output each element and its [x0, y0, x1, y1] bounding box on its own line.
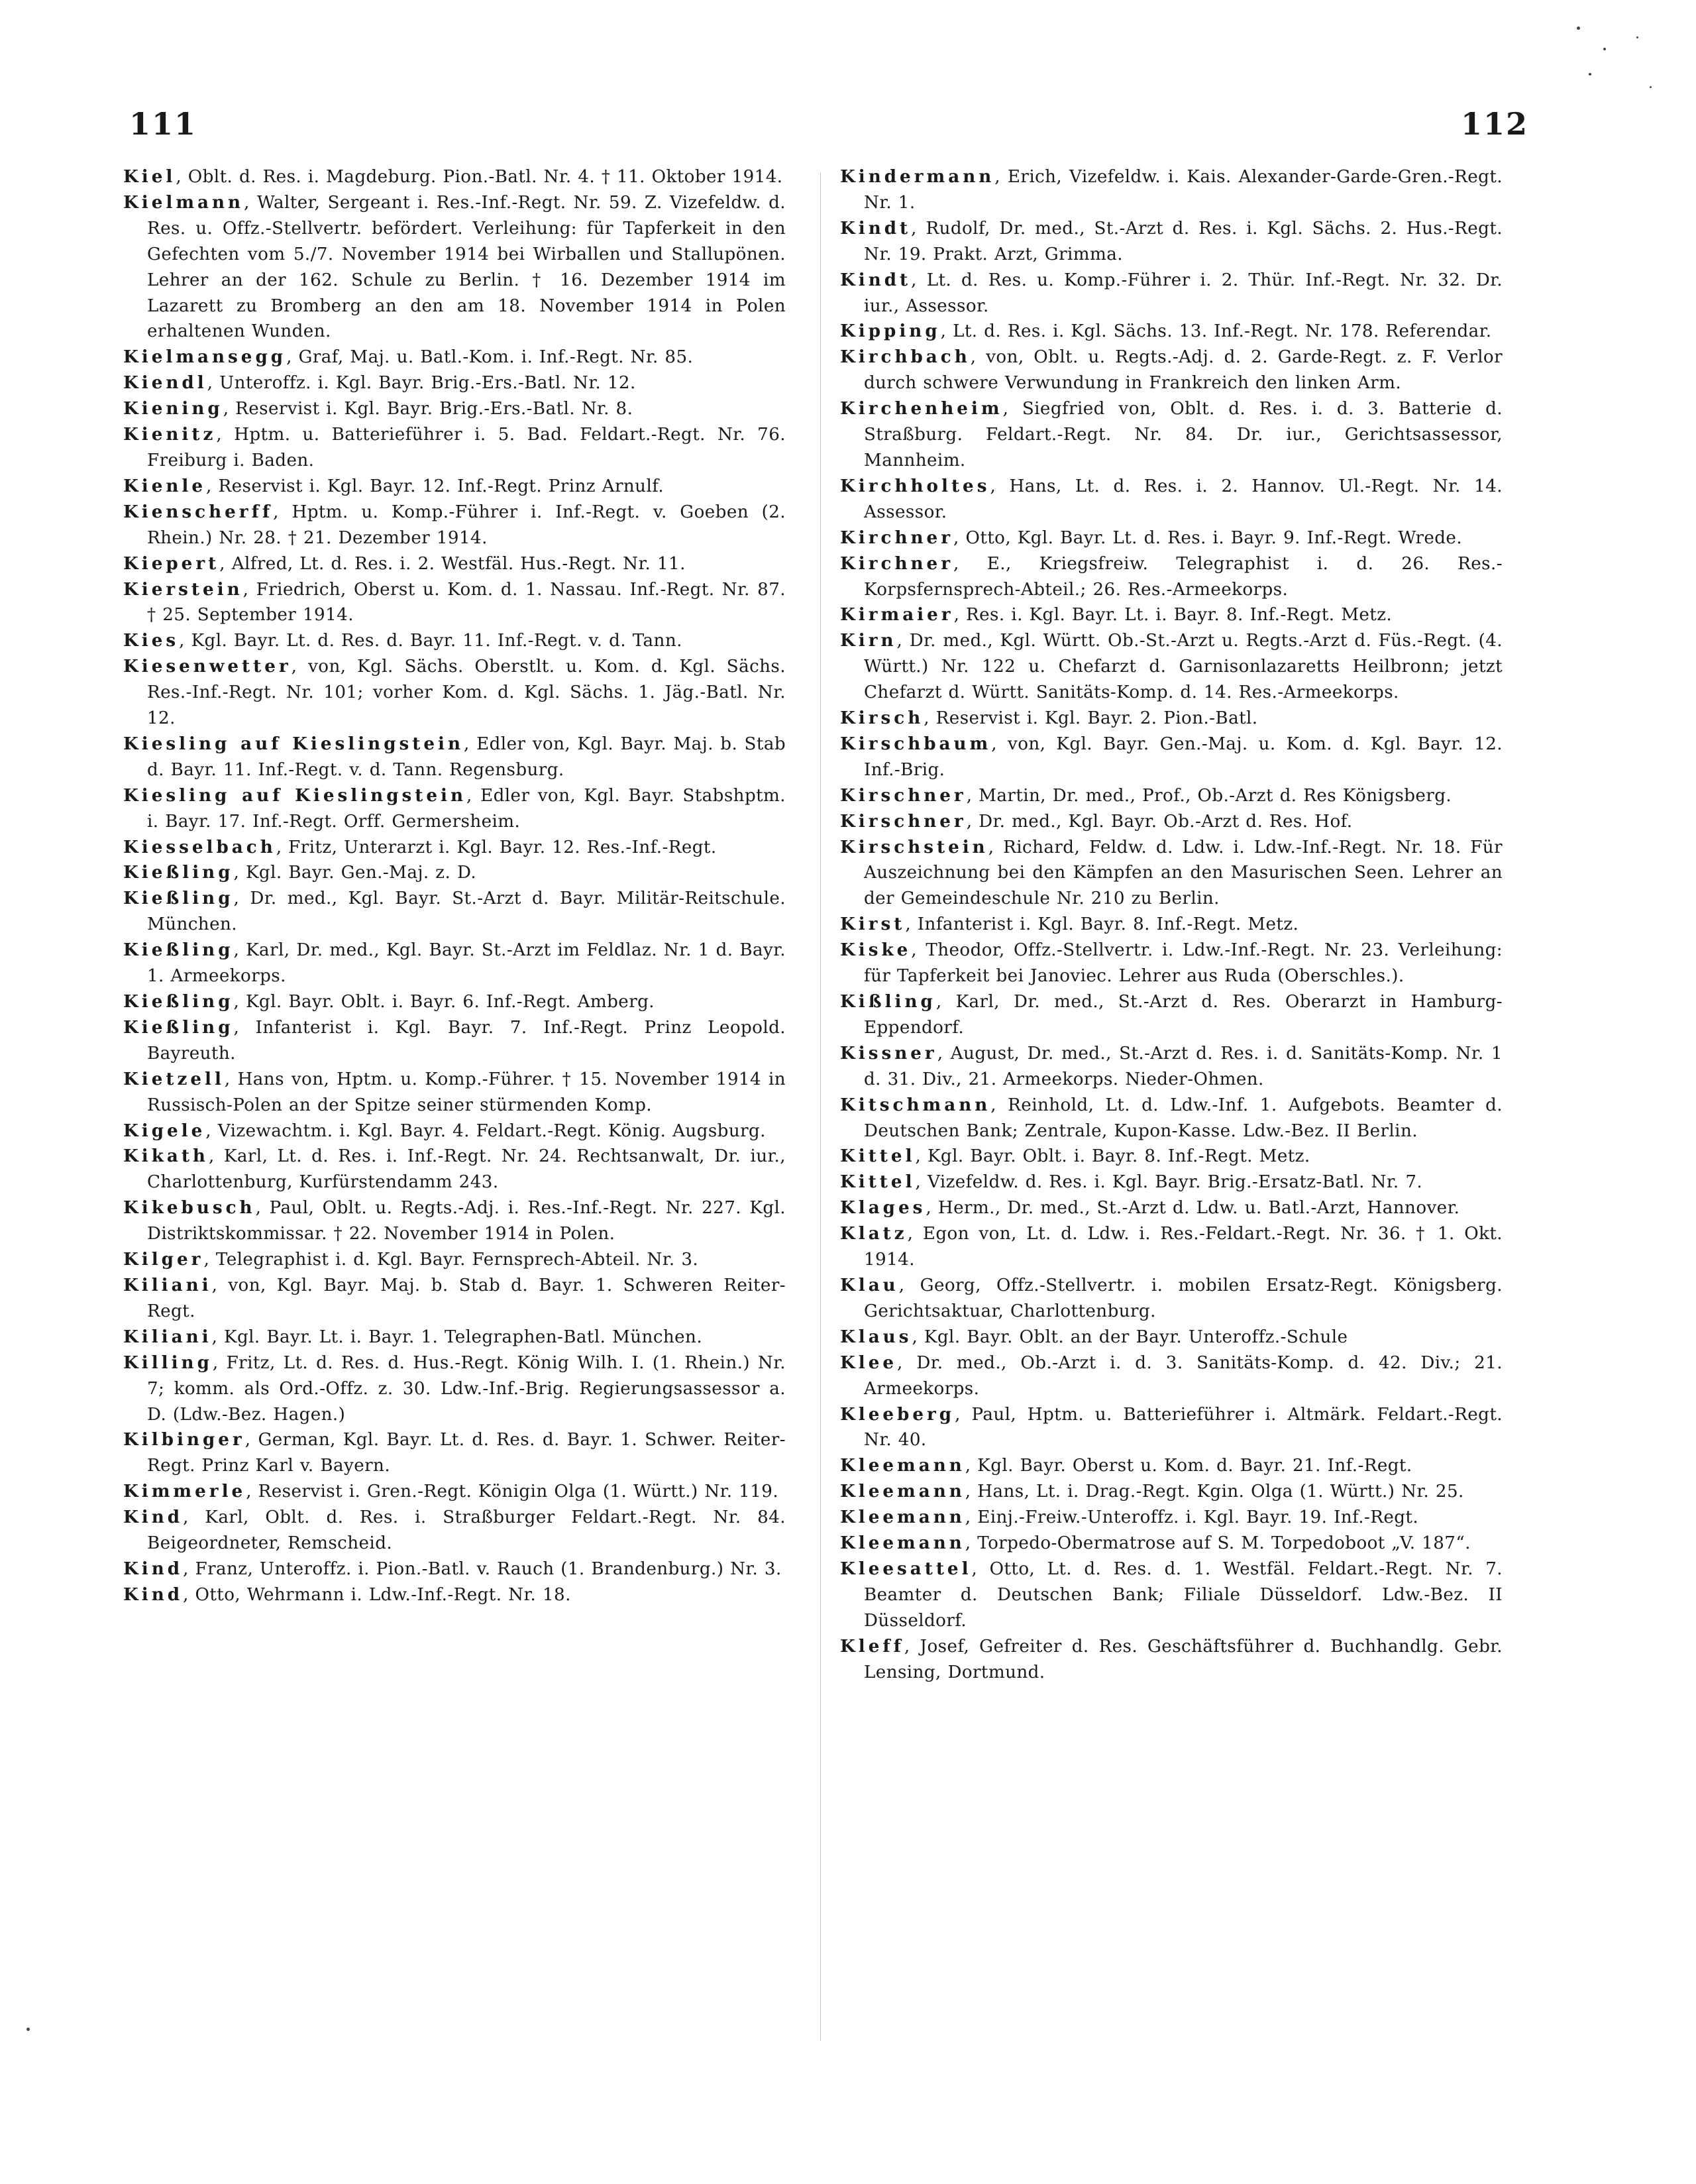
entry-surname: Klatz [840, 1223, 908, 1244]
register-entry [123, 1144, 786, 1195]
register-entry [123, 1273, 786, 1325]
entry-description: , Paul, Oblt. u. Regts.-Adj. i. Res.-Inf.-Regt. Nr. 227. Kgl. Distriktskommissar. † 22. November 1914 in Polen. [147, 1198, 786, 1244]
register-entry [840, 706, 1503, 732]
entry-description: , Martin, Dr. med., Prof., Ob.-Arzt d. Res Königsberg. [966, 785, 1452, 806]
register-entry [840, 602, 1503, 628]
entry-surname: Kitschmann [840, 1094, 991, 1115]
entry-surname: Killing [123, 1352, 213, 1373]
entry-surname: Kiel [123, 166, 176, 187]
entry-surname: Kleemann [840, 1481, 965, 1502]
register-entry [840, 1325, 1503, 1350]
entry-description: , Lt. d. Res. i. Kgl. Sächs. 13. Inf.-Regt. Nr. 178. Referendar. [940, 321, 1492, 342]
entry-surname: Kleff [840, 1635, 904, 1657]
entry-description: , Hans, Lt. d. Res. i. 2. Hannov. Ul.-Regt. Nr. 14. Assessor. [864, 476, 1503, 522]
entry-description: , Kgl. Bayr. Lt. d. Res. d. Bayr. 11. Inf.-Regt. v. d. Tann. [179, 631, 682, 651]
entry-description: , Kgl. Bayr. Oblt. i. Bayr. 8. Inf.-Regt. Metz. [915, 1146, 1310, 1167]
entry-description: , Telegraphist i. d. Kgl. Bayr. Fernsprech-Abteil. Nr. 3. [203, 1250, 699, 1270]
entry-surname: Kirn [840, 630, 897, 651]
register-entry [123, 1427, 786, 1479]
entry-surname: Kirchbach [840, 347, 971, 368]
entry-surname: Kittel [840, 1172, 916, 1193]
entry-description: , Hans von, Hptm. u. Komp.-Führer. † 15. November 1914 in Russisch-Polen an der Spitze seiner stürmenden Komp. [147, 1069, 786, 1115]
register-entry [123, 1325, 786, 1350]
entry-surname: Kirschner [840, 810, 967, 832]
entry-description: , Hptm. u. Batterieführer i. 5. Bad. Feldart.-Regt. Nr. 76. Freiburg i. Baden. [147, 425, 786, 470]
register-entry [123, 164, 786, 190]
register-entry [123, 422, 786, 474]
entry-surname: Kießling [123, 991, 234, 1012]
entry-surname: Kierstein [123, 578, 243, 600]
register-entry [840, 1350, 1503, 1402]
print-speck [1577, 27, 1580, 30]
entry-surname: Kleemann [840, 1455, 965, 1476]
entry-description: , Karl, Dr. med., St.-Arzt d. Res. Oberarzt in Hamburg-Eppendorf. [864, 992, 1503, 1038]
column-divider [820, 172, 821, 2041]
entry-surname: Kienitz [123, 424, 217, 445]
entry-description: , Fritz, Unterarzt i. Kgl. Bayr. 12. Res.-Inf.-Regt. [276, 837, 717, 857]
entry-description: , Rudolf, Dr. med., St.-Arzt d. Res. i. Kgl. Sächs. 2. Hus.-Regt. Nr. 19. Prakt. Arzt, Grimma. [864, 218, 1503, 264]
entry-surname: Klau [840, 1274, 899, 1295]
entry-description: , Erich, Vizefeldw. i. Kais. Alexander-Garde-Gren.-Regt. Nr. 1. [864, 167, 1503, 213]
entry-description: , Edler von, Kgl. Bayr. Stabshptm. i. Bayr. 17. Inf.-Regt. Orff. Germersheim. [147, 785, 786, 832]
register-entry [840, 319, 1503, 345]
entry-description: , Karl, Dr. med., Kgl. Bayr. St.-Arzt im Feldlaz. Nr. 1 d. Bayr. 1. Armeekorps. [147, 940, 786, 987]
print-speck [1603, 48, 1606, 50]
entry-description: , Torpedo-Obermatrose auf S. M. Torpedoboot „V. 187“. [965, 1533, 1471, 1554]
entry-description: , Egon von, Lt. d. Ldw. i. Res.-Feldart.-Regt. Nr. 36. † 1. Okt. 1914. [864, 1224, 1503, 1270]
right-column [840, 164, 1503, 1685]
entry-surname: Kirchner [840, 553, 953, 574]
entry-surname: Kiesselbach [123, 836, 276, 857]
entry-surname: Kißling [840, 991, 936, 1012]
entry-surname: Klee [840, 1352, 898, 1373]
print-speck [1589, 73, 1591, 76]
register-entry [123, 474, 786, 500]
register-entry [123, 396, 786, 422]
register-entry [123, 1247, 786, 1273]
entry-surname: Kirschner [840, 785, 967, 806]
entry-surname: Kiesling auf Kieslingstein [123, 785, 466, 806]
entry-surname: Kirchenheim [840, 398, 1003, 419]
entry-description: , Oblt. d. Res. i. Magdeburg. Pion.-Batl. Nr. 4. † 11. Oktober 1914. [176, 167, 783, 187]
register-entry [123, 783, 786, 835]
register-entry [840, 628, 1503, 706]
entry-description: , Richard, Feldw. d. Ldw. i. Ldw.-Inf.-Regt. Nr. 18. Für Auszeichnung bei den Kämpfen an den Masurischen Seen. Lehrer an der Gemeindeschule Nr. 210 zu Berlin. [864, 837, 1503, 909]
entry-description: , August, Dr. med., St.-Arzt d. Res. i. d. Sanitäts-Komp. Nr. 1 d. 31. Div., 21. Armeekorps. Nieder-Ohmen. [864, 1043, 1503, 1089]
register-entry [123, 732, 786, 783]
register-entry [840, 396, 1503, 474]
entry-description: , Graf, Maj. u. Batl.-Kom. i. Inf.-Regt. Nr. 85. [286, 347, 694, 368]
register-entry [123, 551, 786, 577]
entry-surname: Kielmansegg [123, 347, 287, 368]
entry-surname: Kiske [840, 940, 912, 961]
entry-description: , Kgl. Bayr. Oberst u. Kom. d. Bayr. 21. Inf.-Regt. [965, 1456, 1412, 1476]
entry-description: , Alfred, Lt. d. Res. i. 2. Westfäl. Hus.-Regt. Nr. 11. [219, 553, 686, 574]
register-entry [123, 860, 786, 886]
register-entry [840, 1221, 1503, 1273]
entry-description: , von, Oblt. u. Regts.-Adj. d. 2. Garde-Regt. z. F. Verlor durch schwere Verwundung in Frankreich den linken Arm. [864, 347, 1503, 394]
entry-surname: Kindermann [840, 166, 995, 187]
entry-description: , Dr. med., Kgl. Bayr. St.-Arzt d. Bayr. Militär-Reitschule. München. [147, 889, 786, 935]
page-number-left: 111 [129, 106, 197, 142]
entry-description: , Karl, Lt. d. Res. i. Inf.-Regt. Nr. 24. Rechtsanwalt, Dr. iur., Charlottenburg, Kurfürstendamm 243. [147, 1146, 786, 1193]
register-entry [840, 783, 1503, 809]
register-entry [840, 809, 1503, 835]
entry-surname: Kind [123, 1584, 184, 1605]
entry-surname: Kipping [840, 321, 941, 342]
left-column [123, 164, 786, 1608]
entry-surname: Kiendl [123, 372, 207, 394]
register-entry [123, 1582, 786, 1608]
entry-description: , Vizefeldw. d. Res. i. Kgl. Bayr. Brig.-Ersatz-Batl. Nr. 7. [915, 1172, 1423, 1193]
entry-surname: Kielmann [123, 191, 244, 213]
register-entry [840, 1195, 1503, 1221]
register-entry [840, 732, 1503, 783]
register-entry [840, 1402, 1503, 1454]
register-entry [123, 190, 786, 345]
entry-description: , E., Kriegsfreiw. Telegraphist i. d. 26. Res.-Korpsfernsprech-Abteil.; 26. Res.-Armeekorps. [864, 553, 1503, 600]
entry-surname: Kilbinger [123, 1429, 245, 1450]
register-entry [123, 1556, 786, 1582]
print-speck [1650, 86, 1652, 88]
entry-surname: Kirsch [840, 708, 924, 729]
entry-surname: Kießling [123, 888, 234, 909]
entry-surname: Kiliani [123, 1326, 212, 1347]
entry-description: , von, Kgl. Sächs. Oberstlt. u. Kom. d. Kgl. Sächs. Res.-Inf.-Regt. Nr. 101; vorher Kom. d. Kgl. Sächs. 1. Jäg.-Batl. Nr. 12. [147, 657, 786, 729]
register-entry [123, 370, 786, 396]
register-entry [123, 577, 786, 629]
entry-description: , Infanterist i. Kgl. Bayr. 8. Inf.-Regt. Metz. [905, 914, 1299, 935]
entry-description: , Franz, Unteroffz. i. Pion.-Batl. v. Rauch (1. Brandenburg.) Nr. 3. [183, 1558, 782, 1579]
entry-description: , Otto, Wehrmann i. Ldw.-Inf.-Regt. Nr. 18. [183, 1584, 571, 1605]
entry-description: , Reservist i. Gren.-Regt. Königin Olga (1. Württ.) Nr. 119. [246, 1482, 779, 1502]
entry-surname: Kleesattel [840, 1558, 972, 1579]
entry-surname: Kienle [123, 475, 207, 496]
entry-surname: Kigele [123, 1120, 206, 1141]
entry-surname: Kienscherff [123, 501, 274, 522]
entry-surname: Kissner [840, 1042, 937, 1064]
register-entry [840, 1634, 1503, 1686]
register-entry [123, 628, 786, 654]
register-entry [840, 551, 1503, 603]
entry-surname: Klaus [840, 1326, 912, 1347]
register-entry [840, 1170, 1503, 1195]
entry-description: , Otto, Lt. d. Res. d. 1. Westfäl. Feldart.-Regt. Nr. 7. Beamter d. Deutschen Bank; Filiale Düsseldorf. Ldw.-Bez. II Düsseldorf. [864, 1558, 1503, 1631]
register-entry [123, 938, 786, 989]
register-entry [840, 1453, 1503, 1479]
entry-description: , Hans, Lt. i. Drag.-Regt. Kgin. Olga (1. Württ.) Nr. 25. [965, 1482, 1464, 1502]
entry-description: , Unteroffz. i. Kgl. Bayr. Brig.-Ers.-Batl. Nr. 12. [207, 373, 636, 394]
entry-surname: Kilger [123, 1249, 204, 1270]
page-number-right: 112 [1461, 106, 1529, 142]
entry-description: , Fritz, Lt. d. Res. d. Hus.-Regt. König Wilh. I. (1. Rhein.) Nr. 7; komm. als Ord.-Offz. z. 30. Ldw.-Inf.-Brig. Regierungsassessor a. D. (Ldw.-Bez. Hagen.) [147, 1352, 786, 1425]
entry-description: , Reinhold, Lt. d. Ldw.-Inf. 1. Aufgebots. Beamter d. Deutschen Bank; Zentrale, Kupon-Kasse. Ldw.-Bez. II Berlin. [864, 1095, 1503, 1141]
entry-surname: Kirchholtes [840, 475, 990, 496]
entry-description: , Res. i. Kgl. Bayr. Lt. i. Bayr. 8. Inf.-Regt. Metz. [953, 605, 1393, 626]
register-entry [840, 164, 1503, 216]
entry-description: , Lt. d. Res. u. Komp.-Führer i. 2. Thür. Inf.-Regt. Nr. 32. Dr. iur., Assessor. [864, 270, 1503, 316]
entry-description: , Vizewachtm. i. Kgl. Bayr. 4. Feldart.-Regt. König. Augsburg. [205, 1120, 766, 1141]
entry-description: , Theodor, Offz.-Stellvertr. i. Ldw.-Inf.-Regt. Nr. 23. Verleihung: für Tapferkeit bei Janoviec. Lehrer aus Ruda (Oberschles.). [864, 940, 1503, 987]
entry-description: , Edler von, Kgl. Bayr. Maj. b. Stab d. Bayr. 11. Inf.-Regt. v. d. Tann. Regensburg. [147, 734, 786, 780]
entry-surname: Kindt [840, 217, 912, 239]
entry-surname: Kimmerle [123, 1481, 246, 1502]
entry-surname: Kindt [840, 269, 912, 290]
register-entry [123, 835, 786, 861]
entry-description: , Kgl. Bayr. Lt. i. Bayr. 1. Telegraphen-Batl. München. [211, 1327, 703, 1347]
entry-surname: Kind [123, 1507, 184, 1528]
entry-surname: Kirchner [840, 527, 953, 548]
entry-description: , Dr. med., Kgl. Württ. Ob.-St.-Arzt u. Regts.-Arzt d. Füs.-Regt. (4. Württ.) Nr. 122 u. Chefarzt d. Garnisonlazaretts Heilbronn; jetzt Chefarzt d. Württ. Sanitäts-Komp. d. 14. Res.-Armeekorps. [864, 631, 1503, 703]
entry-surname: Kietzell [123, 1068, 225, 1089]
entry-surname: Kiesling auf Kieslingstein [123, 733, 464, 754]
register-entry [123, 654, 786, 732]
entry-surname: Kirst [840, 914, 906, 935]
register-entry [840, 1093, 1503, 1144]
entry-surname: Kind [123, 1558, 184, 1579]
entry-surname: Kiliani [123, 1274, 212, 1295]
entry-description: , Reservist i. Kgl. Bayr. 12. Inf.-Regt. Prinz Arnulf. [206, 476, 664, 496]
register-entry [840, 835, 1503, 912]
register-entry [123, 886, 786, 938]
register-entry [840, 1531, 1503, 1556]
register-entry [123, 1195, 786, 1247]
entry-surname: Kleemann [840, 1507, 965, 1528]
entry-surname: Kiepert [123, 553, 220, 574]
entry-surname: Kießling [123, 940, 234, 961]
register-entry [840, 216, 1503, 268]
register-entry [840, 989, 1503, 1041]
entry-description: , Infanterist i. Kgl. Bayr. 7. Inf.-Regt. Prinz Leopold. Bayreuth. [147, 1017, 786, 1064]
entry-description: , Herm., Dr. med., St.-Arzt d. Ldw. u. Batl.-Arzt, Hannover. [926, 1198, 1460, 1219]
entry-description: , von, Kgl. Bayr. Gen.-Maj. u. Kom. d. Kgl. Bayr. 12. Inf.-Brig. [864, 734, 1503, 780]
entry-description: , Reservist i. Kgl. Bayr. Brig.-Ers.-Batl. Nr. 8. [223, 399, 633, 419]
register-entry [123, 1119, 786, 1144]
entry-description: , German, Kgl. Bayr. Lt. d. Res. d. Bayr. 1. Schwer. Reiter-Regt. Prinz Karl v. Bayern. [147, 1430, 786, 1476]
entry-description: , Paul, Hptm. u. Batterieführer i. Altmärk. Feldart.-Regt. Nr. 40. [864, 1404, 1503, 1450]
entry-surname: Kikath [123, 1146, 209, 1167]
entry-surname: Kiesenwetter [123, 656, 292, 677]
entry-surname: Kies [123, 630, 180, 651]
register-entry [840, 525, 1503, 551]
register-entry [840, 1041, 1503, 1093]
entry-description: , Karl, Oblt. d. Res. i. Straßburger Feldart.-Regt. Nr. 84. Beigeordneter, Remscheid. [147, 1507, 786, 1554]
entry-description: , von, Kgl. Bayr. Maj. b. Stab d. Bayr. 1. Schweren Reiter-Regt. [147, 1275, 786, 1321]
register-entry [123, 1479, 786, 1505]
register-entry [840, 938, 1503, 989]
register-entry [840, 474, 1503, 525]
entry-description: , Dr. med., Ob.-Arzt i. d. 3. Sanitäts-Komp. d. 42. Div.; 21. Armeekorps. [864, 1352, 1503, 1399]
entry-description: , Reservist i. Kgl. Bayr. 2. Pion.-Batl. [924, 708, 1258, 729]
entry-surname: Kleeberg [840, 1403, 955, 1425]
entry-description: , Dr. med., Kgl. Bayr. Ob.-Arzt d. Res. Hof. [966, 811, 1353, 832]
register-entry [840, 1273, 1503, 1325]
register-entry [840, 1505, 1503, 1531]
entry-description: , Kgl. Bayr. Oblt. i. Bayr. 6. Inf.-Regt. Amberg. [233, 992, 655, 1012]
register-entry [840, 912, 1503, 938]
entry-surname: Kleemann [840, 1533, 965, 1554]
entry-surname: Kirmaier [840, 604, 954, 626]
entry-surname: Kießling [123, 862, 234, 883]
print-speck [1636, 36, 1638, 38]
register-entry [123, 345, 786, 370]
entry-surname: Kießling [123, 1016, 234, 1038]
entry-description: , Hptm. u. Komp.-Führer i. Inf.-Regt. v. Goeben (2. Rhein.) Nr. 28. † 21. Dezember 1914. [147, 502, 786, 548]
print-speck [26, 2028, 30, 2031]
register-entry [840, 268, 1503, 319]
entry-surname: Kiening [123, 398, 223, 419]
entry-description: , Georg, Offz.-Stellvertr. i. mobilen Ersatz-Regt. Königsberg. Gerichtsaktuar, Charlottenburg. [864, 1275, 1503, 1321]
register-entry [123, 500, 786, 551]
entry-description: , Otto, Kgl. Bayr. Lt. d. Res. i. Bayr. 9. Inf.-Regt. Wrede. [953, 527, 1463, 548]
entry-surname: Kirschstein [840, 836, 988, 857]
entry-description: , Siegfried von, Oblt. d. Res. i. d. 3. Batterie d. Straßburg. Feldart.-Regt. Nr. 84. Dr. iur., Gerichtsassessor, Mannheim. [864, 399, 1503, 470]
entry-description: , Kgl. Bayr. Oblt. an der Bayr. Unteroffz.-Schule [912, 1327, 1348, 1347]
entry-surname: Kikebusch [123, 1197, 256, 1219]
entry-surname: Klages [840, 1197, 926, 1219]
entry-surname: Kirschbaum [840, 733, 992, 754]
entry-surname: Kittel [840, 1146, 916, 1167]
register-entry [840, 1556, 1503, 1634]
entry-description: , Friedrich, Oberst u. Kom. d. 1. Nassau. Inf.-Regt. Nr. 87. † 25. September 1914. [147, 579, 786, 626]
register-entry [840, 345, 1503, 396]
entry-description: , Josef, Gefreiter d. Res. Geschäftsführer d. Buchhandlg. Gebr. Lensing, Dortmund. [864, 1636, 1503, 1682]
register-entry [123, 1350, 786, 1428]
register-entry [840, 1479, 1503, 1505]
register-entry [123, 1505, 786, 1556]
entry-description: , Einj.-Freiw.-Unteroffz. i. Kgl. Bayr. 19. Inf.-Regt. [965, 1507, 1419, 1528]
register-entry [123, 1067, 786, 1119]
register-entry [123, 1015, 786, 1067]
register-entry [123, 989, 786, 1015]
register-entry [840, 1144, 1503, 1170]
entry-description: , Walter, Sergeant i. Res.-Inf.-Regt. Nr. 59. Z. Vizefeldw. d. Res. u. Offz.-Stellvertr. befördert. Verleihung: für Tapferkeit in den Gefechten vom 5./7. November 1914 bei Wirballen und Stallupönen. Lehrer an der 162. Schule zu Berlin. † 16. Dezember 1914 im Lazarett zu Bromberg an den am 18. November 1914 in Polen erhaltenen Wunden. [147, 192, 786, 342]
entry-description: , Kgl. Bayr. Gen.-Maj. z. D. [233, 863, 477, 883]
